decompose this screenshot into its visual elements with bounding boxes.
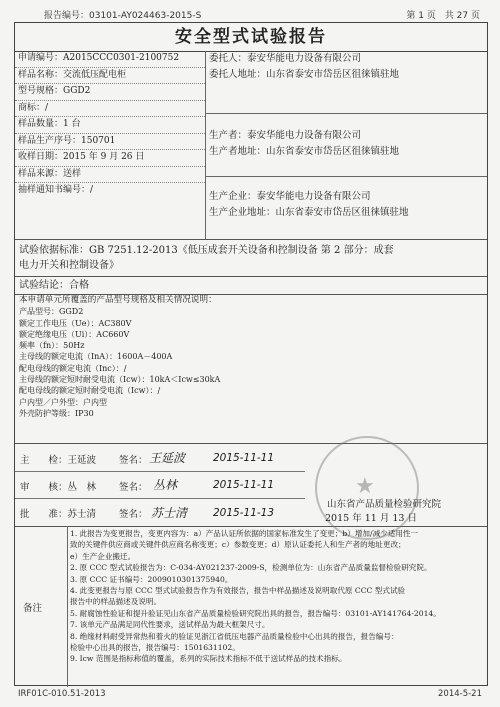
client: 委托人：泰安华能电力设备有限公司	[209, 53, 362, 64]
report-title: 安全型式试验报告	[15, 23, 487, 52]
reviewer-label: 审 核：丛 林	[20, 482, 97, 493]
remark-line: 2. 原 CCC 型式试验报告为：C-034-AY021237-2009-S，检测单位为：山东省产品质量监督检验研究院。	[70, 563, 432, 573]
model-spec: 型号规格：GGD2	[15, 84, 205, 101]
spec-line: 主母线的额定短时耐受电流（Icw）：10kA＜Icw≤30kA	[19, 375, 221, 385]
form-number: IRF01C-010.51-2013	[18, 689, 106, 699]
spec-line: 主母线的额定电流（InA）：1600A－400A	[19, 352, 173, 362]
serial-no: 样品生产序号：150701	[15, 134, 205, 151]
inspector-date: 2015-11-11	[213, 452, 275, 464]
test-conclusion: 试验结论：合格	[15, 277, 487, 295]
report-header	[14, 8, 486, 22]
product-spec	[15, 294, 487, 444]
sample-quantity: 样品数量：1 台	[15, 117, 205, 134]
remark-line: 8. 绝缘材料耐受异常热和着火的验证见浙江省低压电器产品质量检验中心出具的报告，报告编号：	[70, 631, 399, 641]
basis-line-2: 电力开关和控制设备》	[19, 260, 119, 271]
inspector-label: 主 检：王延波	[20, 455, 97, 466]
page-number: 第 1 页 共 27 页	[406, 11, 480, 21]
client-address: 委托人地址：山东省泰安市岱岳区徂徕镇驻地	[209, 68, 400, 80]
application-no: 申请编号：A2015CCC0301-2100752	[15, 51, 205, 68]
producer: 生产者：泰安华能电力设备有限公司	[209, 130, 362, 141]
sig-row-inspector	[15, 444, 305, 472]
producer-group	[205, 114, 487, 177]
signature-block	[15, 444, 487, 527]
spec-line: 本申请单元所覆盖的产品型号规格及相关情况说明：	[19, 295, 217, 305]
spec-line: 配电母线的额定电流（Inc）：/	[19, 363, 127, 373]
remark-line: 5. 耐腐蚀性验证和提升验证见山东省产品质量检验研究院出具的报告，报告编号：03101-AY141764-2014。	[70, 608, 441, 618]
remark-line: 报告中的样品描述及说明。	[70, 597, 162, 607]
manufacturer: 生产企业：泰安华能电力设备有限公司	[209, 191, 371, 202]
remark-line: 7. 该单元产品满足同代性要求，送试样品为最大框架尺寸。	[70, 620, 270, 630]
remark-line: e）生产企业搬迁。	[70, 551, 136, 561]
official-seal	[315, 436, 419, 540]
spec-line: 配电母线的额定短时耐受电流（Icw）：/	[19, 386, 161, 396]
remarks-label-cell	[15, 526, 68, 687]
spec-line: 额定工作电压（Ue）：AC380V	[19, 318, 132, 328]
producer-address: 生产者地址：山东省泰安市岱岳区徂徕镇驻地	[209, 145, 400, 157]
spec-line: 频率（fn）：50Hz	[19, 341, 85, 351]
remark-line: 检验中心出具的报告，报告编号：1501631102。	[70, 643, 240, 653]
spec-line: 户内型／户外型：户内型	[19, 397, 107, 407]
trademark: 商标：/	[15, 101, 205, 118]
sig-row-approver	[15, 498, 305, 525]
remark-line: 致的关键件供应商或关键件供应商名称变更；c）参数变更；d）原认证委托人和生产者的地址更改；	[70, 540, 406, 550]
remarks-body	[67, 526, 487, 667]
remark-line: 4. 此变更报告与原 CCC 型式试验报告作为有效报告，报告中样品描述及说明取代原 CCC 型式试验	[70, 586, 406, 596]
seal-star-icon: ★	[355, 474, 375, 499]
sample-fields	[15, 51, 206, 239]
remark-line: 9. Icw 范围是指标称值的覆盖，系列的实际技术指标不低于送试样品的技术指标。	[70, 654, 347, 664]
sign-label: 签名：	[119, 455, 148, 466]
report-sheet	[14, 22, 488, 686]
sig-row-reviewer	[15, 471, 305, 499]
reviewer-date: 2015-11-11	[213, 479, 275, 491]
sign-label: 签名：	[119, 482, 148, 493]
approver-label: 批 准：苏士清	[20, 509, 97, 520]
approver-signature: 苏士清	[151, 506, 188, 520]
manufacturer-address: 生产企业地址：山东省泰安市岱岳区徂徕镇驻地	[209, 206, 409, 218]
sampling-notice: 抽样通知书编号：/	[18, 185, 94, 195]
sample-source: 样品来源：送样	[15, 167, 205, 184]
page-footer	[18, 689, 486, 699]
issue-date: 2015 年 11 月 13 日	[325, 513, 417, 524]
inspector-signature: 王延波	[149, 451, 186, 465]
manufacturer-group	[205, 177, 487, 239]
spec-line: 产品型号：GGD2	[19, 307, 84, 317]
remark-line: 1. 此报告为变更报告，变更内容为：a）产品认证所依据的国家标准发生了变更；b）增加/减少适用性一	[70, 529, 419, 538]
remark-line: 3. 原 CCC 证书编号：2009010301375940。	[70, 574, 233, 584]
reviewer-signature: 丛林	[153, 478, 178, 492]
institute-name: 山东省产品质量检验研究院	[327, 499, 442, 510]
remarks-label: 备注	[23, 603, 43, 614]
report-number: 报告编号：03101-AY024463-2015-S	[44, 11, 202, 21]
client-group	[205, 51, 487, 114]
receive-date: 收样日期：2015 年 9 月 26 日	[15, 150, 205, 167]
footer-date: 2014-5-21	[438, 689, 482, 699]
sample-info-block	[15, 51, 487, 240]
spec-line: 外壳防护等级：IP30	[19, 408, 94, 418]
spec-line: 额定绝缘电压（Ui）：AC660V	[19, 329, 130, 339]
sign-label: 签名：	[119, 509, 148, 520]
test-basis	[15, 239, 487, 277]
remarks-block	[15, 526, 487, 687]
party-fields	[205, 51, 487, 239]
approver-date: 2015-11-13	[213, 507, 275, 519]
sample-name: 样品名称：交流低压配电柜	[15, 68, 205, 85]
basis-line-1: 试验依据标准：GB 7251.12-2013《低压成套开关设备和控制设备 第 2 部分：成套	[19, 245, 394, 256]
